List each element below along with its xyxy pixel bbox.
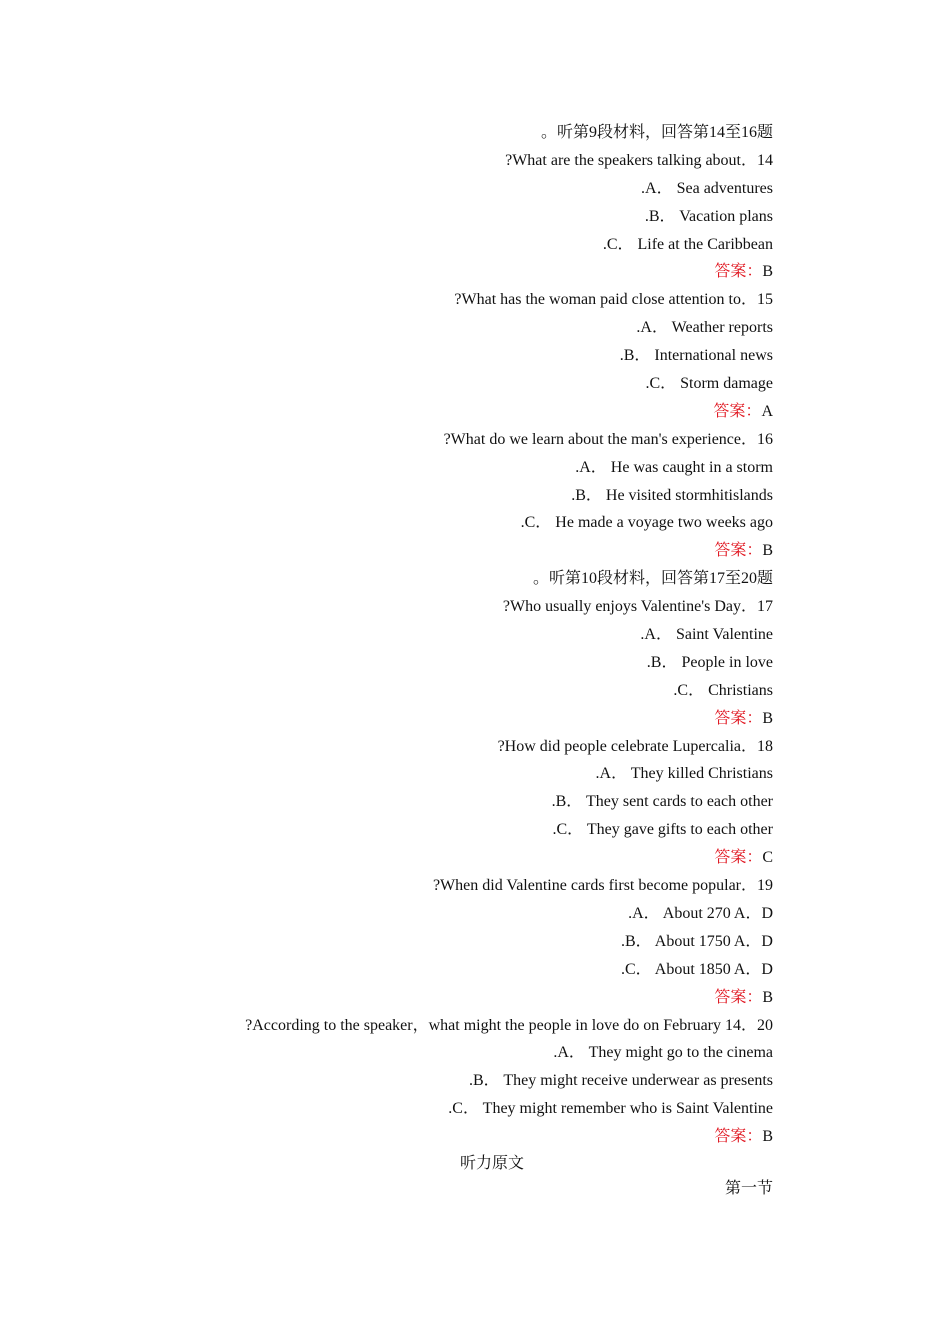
answer-19 [100, 984, 773, 1012]
answer-label: 答案： [714, 988, 763, 1006]
option-17-c: .C． Christians [673, 681, 773, 699]
answer-15 [100, 398, 773, 426]
option-15-a: .A． Weather reports [636, 319, 773, 337]
section-instruction: 。听第9段材料，回答第14至16题 [540, 124, 773, 141]
option-19-a: .A． About 270 A．D [628, 904, 773, 922]
answer-18 [100, 844, 773, 872]
option-17-a: .A． Saint Valentine [640, 626, 773, 644]
option-18-c: .C． They gave gifts to each other [552, 821, 773, 839]
option-20-b: .B． They might receive underwear as presents [468, 1072, 773, 1090]
question-list [100, 119, 773, 1151]
section-heading: 第一节 [724, 1180, 773, 1197]
option-16-a: .A． He was caught in a storm [575, 458, 773, 476]
option-16-b: .B． He visited stormhitislands [571, 486, 773, 504]
question-20: ?According to the speaker，what might the people in love do on February 14．20 [245, 1016, 773, 1034]
answer-label: 答案： [714, 1128, 763, 1146]
option-15-b: .B． International news [619, 347, 773, 365]
answer-value: B [762, 1128, 773, 1146]
section-instruction: 。听第10段材料，回答第17至20题 [532, 570, 773, 588]
option-20-a: .A． They might go to the cinema [553, 1044, 773, 1062]
option-16-c: .C． He made a voyage two weeks ago [520, 514, 773, 532]
option-15-c: .C． Storm damage [645, 375, 773, 393]
transcript-heading: 听力原文 [460, 1153, 525, 1172]
answer-value: B [762, 709, 773, 727]
answer-label: 答案： [713, 402, 762, 420]
question-16: ?What do we learn about the man's experience．16 [443, 430, 773, 448]
answer-value: B [762, 988, 773, 1006]
answer-label: 答案： [714, 542, 763, 560]
question-18: ?How did people celebrate Lupercalia．18 [497, 737, 773, 755]
option-14-c: .C． Life at the Caribbean [602, 235, 773, 253]
answer-17 [100, 705, 773, 733]
answer-14 [100, 258, 773, 286]
option-18-a: .A． They killed Christians [595, 765, 773, 783]
question-17: ?Who usually enjoys Valentine's Day．17 [502, 598, 773, 616]
answer-label: 答案： [714, 709, 763, 727]
answer-label: 答案： [714, 263, 763, 281]
option-20-c: .C． They might remember who is Saint Valentine [448, 1100, 773, 1118]
answer-16 [100, 537, 773, 565]
option-19-c: .C． About 1850 A．D [620, 960, 773, 978]
question-15: ?What has the woman paid close attention to．15 [454, 291, 773, 309]
option-18-b: .B． They sent cards to each other [551, 793, 773, 811]
question-19: ?When did Valentine cards first become popular．19 [432, 877, 773, 895]
option-14-b: .B． Vacation plans [644, 207, 773, 225]
answer-value: A [761, 402, 773, 420]
answer-value: C [762, 849, 773, 867]
answer-value: B [762, 542, 773, 560]
answer-20 [100, 1123, 773, 1151]
question-14: ?What are the speakers talking about．14 [505, 151, 773, 169]
option-19-b: .B． About 1750 A．D [620, 932, 773, 950]
answer-label: 答案： [714, 849, 763, 867]
answer-value: B [762, 263, 773, 281]
option-14-a: .A． Sea adventures [641, 179, 773, 197]
option-17-b: .B． People in love [646, 653, 773, 671]
